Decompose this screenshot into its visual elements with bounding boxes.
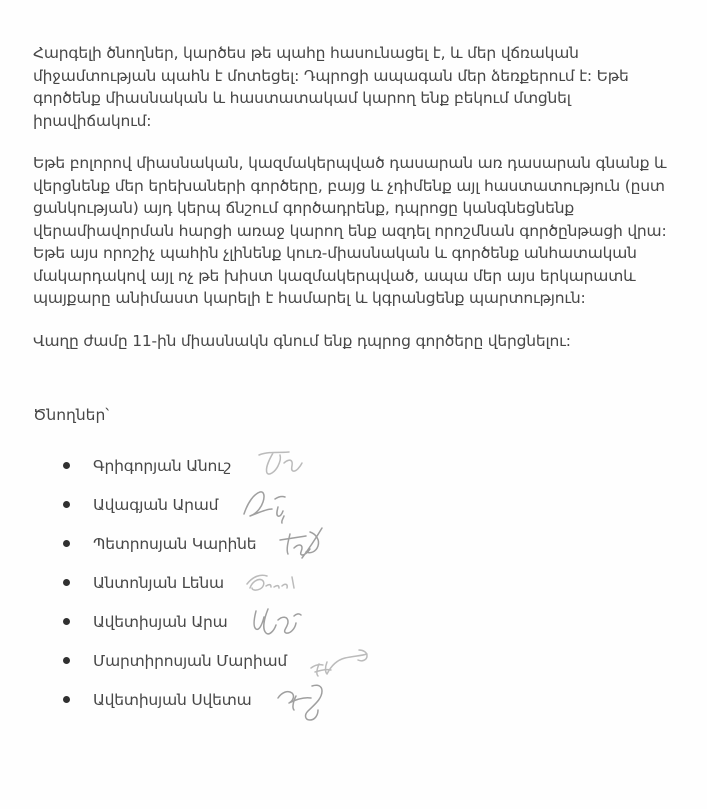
- bullet-icon: [63, 462, 70, 469]
- signatories-list: [33, 446, 679, 719]
- signer-row: [33, 446, 679, 485]
- signature: [276, 525, 332, 561]
- bullet-icon: [63, 657, 70, 664]
- signer-row: [33, 524, 679, 563]
- signature: [244, 566, 302, 596]
- signatories-header: Ծնողներ՝: [33, 406, 110, 424]
- bullet-icon: [63, 579, 70, 586]
- signer-name: Անտոնյան Լենա: [93, 573, 224, 592]
- paragraph-plan: Եթե բոլորով միասնական, կազմակերպված դասարան առ դասարան գնանք և վերցնենք մեր երեխաների գործերը, բայց և չդիմենք այլ հաստատություն (ըստ ցանկության) այդ կերպ ճնշում գործադրենք, դպրոցը կանգնեցնենք վերամիավորման հարցի առաջ կարող ենք ազդել որոշմնան գործընթացի վրա: Եթե այս որոշիչ պահին չլինենք կուռ-միասնական և գործենք անհատական մակարդակով այլ ոչ թե խիստ կազմակերպված, ապա մեր այս երկարատև պայքարը անիմաստ կարելի է համարել և կգրանցենք պարտություն:: [33, 154, 667, 307]
- signer-name: Գրիգորյան Անուշ: [93, 456, 232, 475]
- signer-name: Ավետիսյան Սվետա: [93, 690, 252, 709]
- bullet-icon: [63, 618, 70, 625]
- signature: [272, 680, 330, 726]
- signer-name: Պետրոսյան Կարինե: [93, 534, 257, 553]
- signer-row: [33, 602, 679, 641]
- signer-row: [33, 485, 679, 524]
- bullet-icon: [63, 696, 70, 703]
- signer-name: Մարտիրոսյան Մարիամ: [93, 651, 287, 670]
- signature: [238, 486, 298, 526]
- signature: [307, 646, 371, 680]
- signer-row: [33, 641, 679, 680]
- signer-row: [33, 563, 679, 602]
- paragraph-meeting-time: Վաղը ժամը 11-ին միասնակն գնում ենք դպրոց գործերը վերցնելու:: [33, 331, 571, 350]
- signature: [251, 446, 309, 480]
- paragraph-intro: Հարգելի ծնողներ, կարծես թե պահը հասունացել է, և մեր վճռական միջամտության պահն է մոտեցել: Դպրոցի ապագան մեր ձեռքերում է: Եթե գործենք միասնական և հաստատակամ կարող ենք բեկում մտցնել իրավիճակում:: [33, 44, 629, 130]
- signature: [248, 605, 306, 639]
- bullet-icon: [63, 501, 70, 508]
- signer-name: Ավագյան Արամ: [93, 495, 219, 514]
- signer-name: Ավետիսյան Արա: [93, 612, 228, 631]
- signer-row: [33, 680, 679, 719]
- bullet-icon: [63, 540, 70, 547]
